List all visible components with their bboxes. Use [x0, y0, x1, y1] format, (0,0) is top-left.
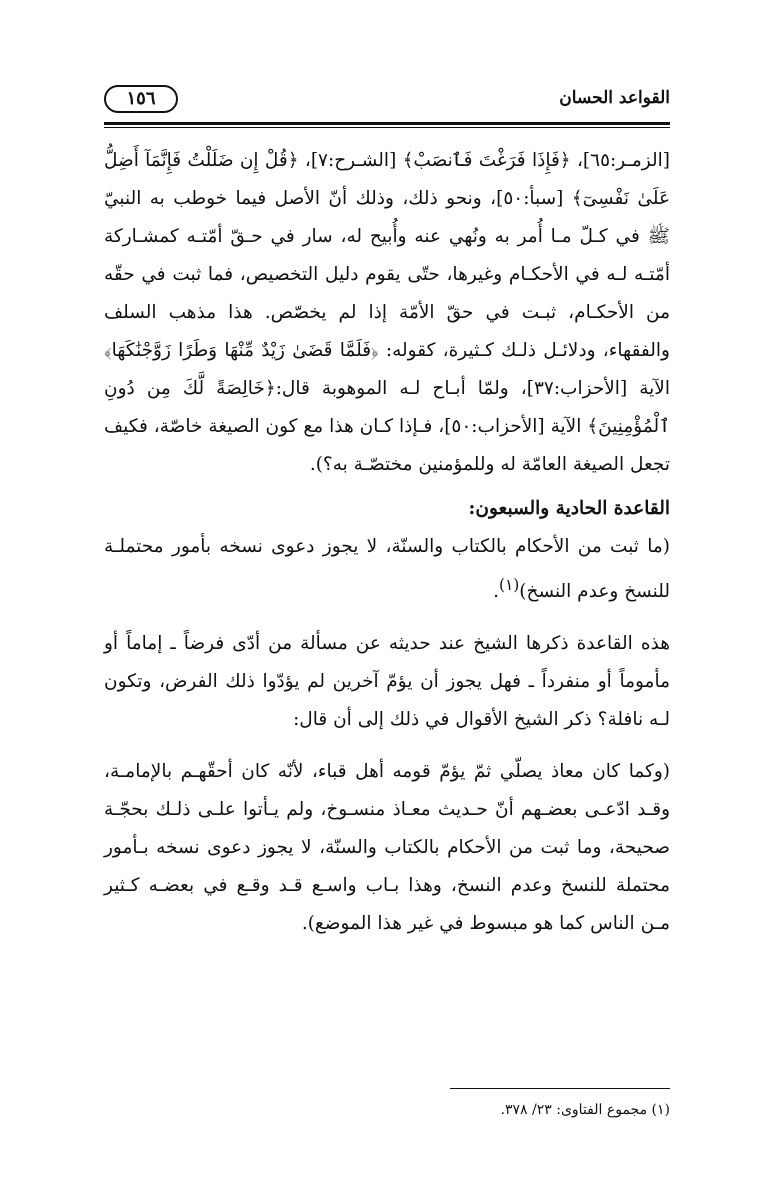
running-title: القواعد الحسان — [559, 88, 670, 108]
body-text — [104, 142, 670, 943]
paragraph-gap — [104, 611, 670, 625]
book-page — [104, 80, 670, 943]
paragraph-quran-evidence: [الزمـر:٦٥]، ﴿فَإِذَا فَرَغْتَ فَٱنصَبْ﴾ [الشـرح:٧]، ﴿قُلْ إِن ضَلَلْتُ فَإِنَّمَآ أَضِلُّ عَلَىٰ نَفْسِىٓ﴾ [سبأ:٥٠]، ونحو ذلك، وذلك أنّ الأصل فيما خوطب به النبيّ ﷺ في كـلّ مـا أُمر به ونُهي عنه وأُبيح له، سار في حـقّ أمّتـه كمشـاركة أمّتـه لـه في الأحكـام وغيرها، حتّى يقوم دليل التخصيص، فما ثبت في حقّه من الأحكـام، ثبـت في حقّ الأمّة إذا لم يخصّص. هذا مذهب السلف والفقهاء، ودلائـل ذلـك كـثيرة، كقوله: ﴿فَلَمَّا قَضَىٰ زَيْدٌ مِّنْهَا وَطَرًا زَوَّجْنَٰكَهَا﴾ الآية [الأحزاب:٣٧]، ولمّا أبـاح لـه الموهوبة قال:﴿خَالِصَةً لَّكَ مِن دُونِ ٱلْمُؤْمِنِينَ﴾ الآية [الأحزاب:٥٠]، فـإذا كـان هذا مع كون الصيغة خاصّة، فكيف تجعل الصيغة العامّة له وللمؤمنين مختصّـة به؟). — [104, 150, 670, 475]
header-rule-thick — [104, 122, 670, 125]
paragraph-gap — [104, 739, 670, 753]
page-header — [104, 80, 670, 120]
rule-heading: القاعدة الحادية والسبعون: — [468, 498, 670, 519]
paragraph-quote: (وكما كان معاذ يصلّي ثمّ يؤمّ قومه أهل قباء، لأنّه كان أحقّهـم بالإمامـة، وقـد ادّعـى بعضـهم أنّ حـديث معـاذ منسـوخ، ولم يـأتوا علـى ذلـك بحجّـة صحيحة، وما ثبت من الأحكام بالكتاب والسنّة، لا يجوز دعوى نسخه بـأمور محتملة للنسخ وعدم النسخ، وهذا بـاب واسـع قـد وقـع في بعضـه كـثير مـن الناس كما هو مبسوط في غير هذا الموضع). — [104, 761, 670, 935]
footnote-divider — [450, 1088, 670, 1089]
rule-statement-text: (ما ثبت من الأحكام بالكتاب والسنّة، لا يجوز دعوى نسخه بأمور محتملـة للنسخ وعدم النسخ) — [104, 536, 670, 603]
footnote — [501, 1098, 670, 1122]
rule-statement-end: . — [493, 581, 499, 603]
footnote-text: (١) مجموع الفتاوى: ٢٣/ ٣٧٨. — [500, 1102, 670, 1118]
paragraph-context: هذه القاعدة ذكرها الشيخ عند حديثه عن مسألة من أدّى فرضاً ـ إماماً أو مأموماً أو منفرداً ـ فهل يجوز أن يؤمّ آخرين لم يؤدّوا ذلك الفرض، وتكون لـه نافلة؟ ذكر الشيخ الأقوال في ذلك إلى أن قال: — [104, 633, 670, 731]
paragraph-rule-statement — [104, 528, 670, 611]
page-number: ١٥٦ — [104, 85, 178, 113]
footnote-reference: (١) — [498, 576, 520, 594]
header-rule-thin — [104, 127, 670, 128]
